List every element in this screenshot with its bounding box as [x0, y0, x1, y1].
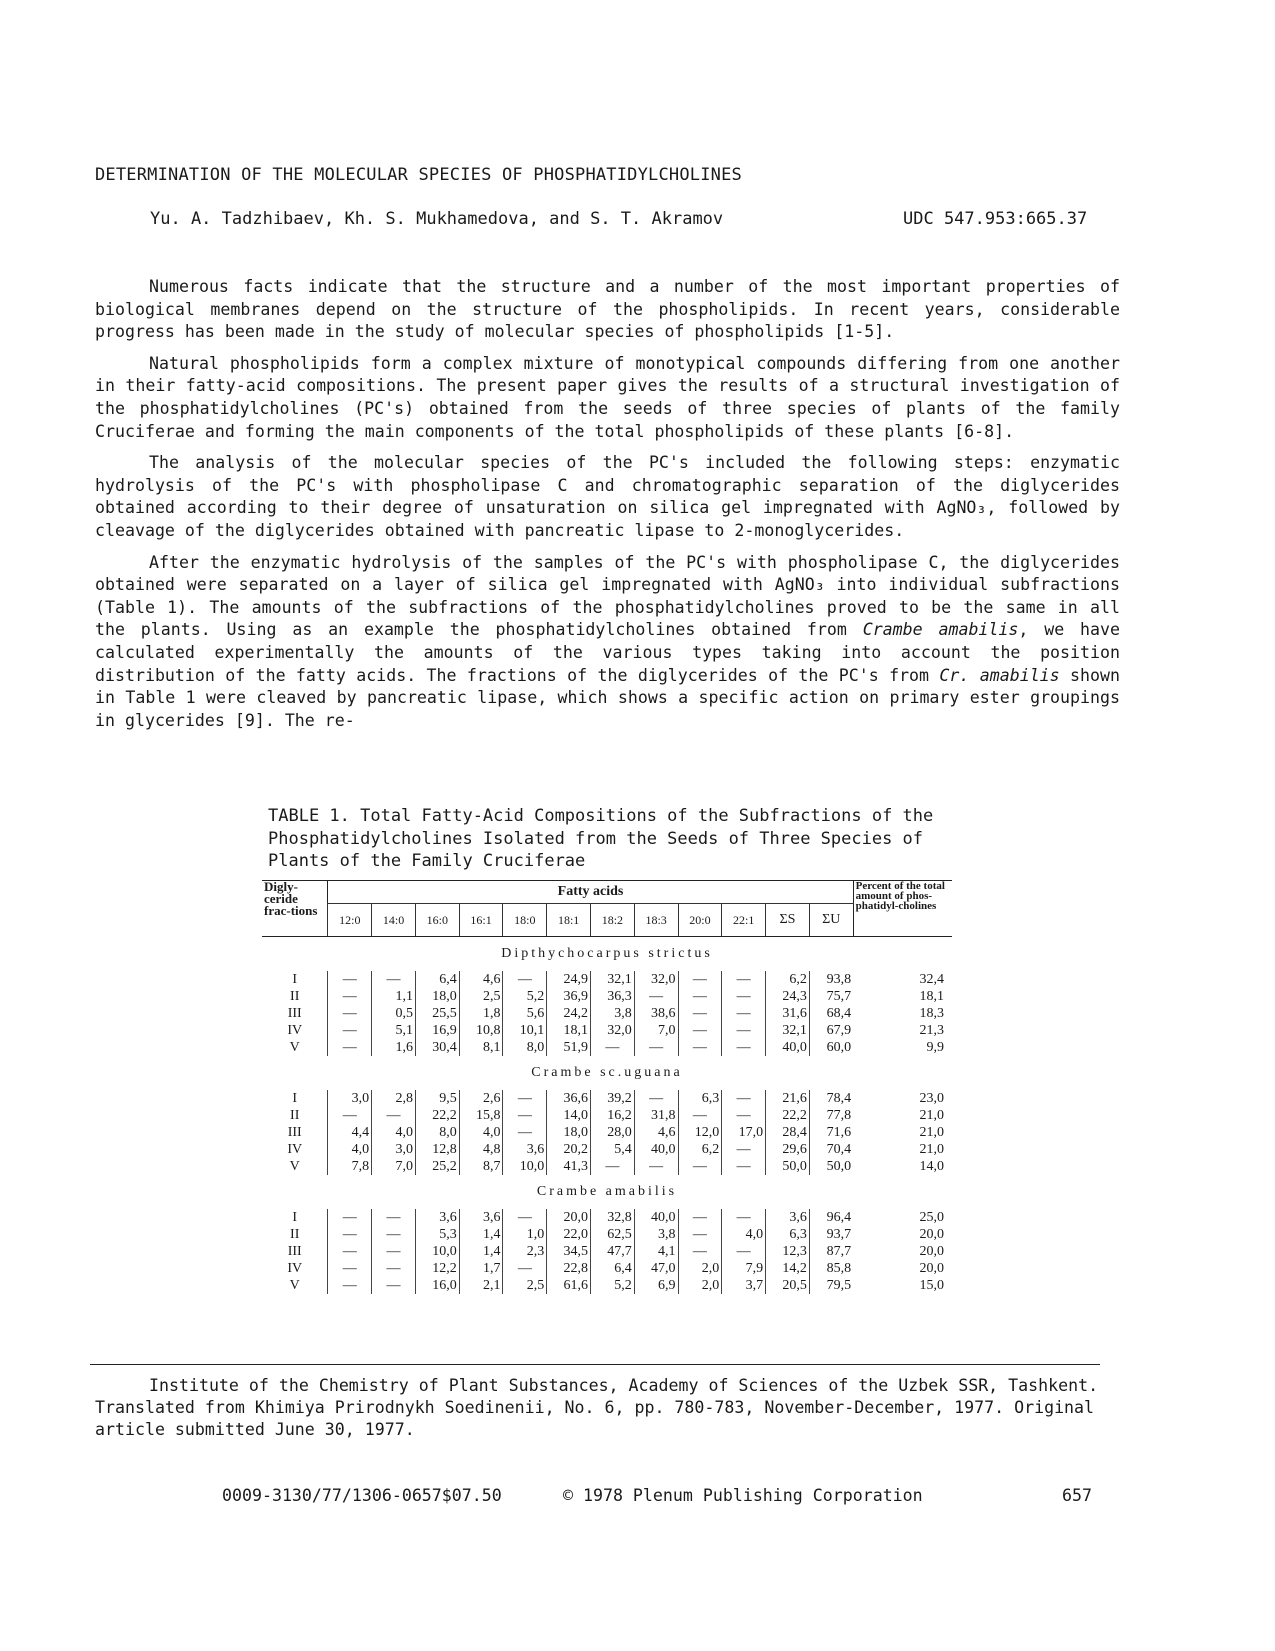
table-cell: 9,5	[415, 1090, 459, 1107]
table-cell: 2,5	[503, 1277, 547, 1294]
table-cell: 36,3	[591, 988, 635, 1005]
table-cell: 77,8	[809, 1107, 853, 1124]
table-cell: 40,0	[634, 1141, 678, 1158]
table-cell: —	[372, 1226, 416, 1243]
table-cell: —	[591, 1158, 635, 1175]
table-cell: —	[328, 1039, 372, 1056]
table-cell: 12,0	[678, 1124, 722, 1141]
table-cell: —	[678, 1022, 722, 1039]
fraction-label: V	[289, 1040, 300, 1055]
table-cell: 0,5	[372, 1005, 416, 1022]
table-cell: —	[503, 1209, 547, 1226]
acid-header-4: 18:0	[503, 904, 547, 937]
table-cell: 4,0	[722, 1226, 766, 1243]
authors: Yu. A. Tadzhibaev, Kh. S. Mukhamedova, and S. T. Akramov	[150, 209, 724, 229]
table-cell: 3,6	[503, 1141, 547, 1158]
table-cell: 3,6	[766, 1209, 810, 1226]
table-cell: —	[678, 1039, 722, 1056]
percent-cell: 21,0	[919, 1125, 944, 1140]
table-cell: 22,8	[547, 1260, 591, 1277]
table-cell: —	[328, 1022, 372, 1039]
table-cell: 12,8	[415, 1141, 459, 1158]
table-cell: 5,3	[415, 1226, 459, 1243]
table-cell: 12,3	[766, 1243, 810, 1260]
table-cell: 24,2	[547, 1005, 591, 1022]
acid-header-9: 22:1	[722, 904, 766, 937]
table-cell: 1,8	[459, 1005, 503, 1022]
table-cell: —	[328, 1243, 372, 1260]
table-row	[262, 1260, 952, 1277]
table-cell: 16,2	[591, 1107, 635, 1124]
table-cell: 20,2	[547, 1141, 591, 1158]
table-cell: 71,6	[809, 1124, 853, 1141]
table-cell: 2,5	[459, 988, 503, 1005]
percent-cell: 18,3	[919, 1006, 944, 1021]
species-name: Crambe amabilis	[536, 1184, 678, 1199]
table-cell: 3,6	[459, 1209, 503, 1226]
table-cell: 14,2	[766, 1260, 810, 1277]
table-cell: 70,4	[809, 1141, 853, 1158]
percent-cell: 23,0	[919, 1091, 944, 1106]
table-cell: 61,6	[547, 1277, 591, 1294]
table-cell: 3,6	[415, 1209, 459, 1226]
species-crambe-amabilis: Crambe amabilis	[862, 620, 1019, 640]
table-cell: —	[678, 1226, 722, 1243]
table-cell: —	[372, 1107, 416, 1124]
table-cell: —	[678, 1005, 722, 1022]
table-cell: 31,6	[766, 1005, 810, 1022]
table-cell: 10,1	[503, 1022, 547, 1039]
table-cell: 32,0	[591, 1022, 635, 1039]
table-row	[262, 1243, 952, 1260]
table-cell: 32,1	[766, 1022, 810, 1039]
table-cell: 15,8	[459, 1107, 503, 1124]
acid-header-5: 18:1	[547, 904, 591, 937]
table-cell: 30,4	[415, 1039, 459, 1056]
table-row	[262, 1158, 952, 1175]
acid-header-1: 14:0	[372, 904, 416, 937]
table-cell: 24,9	[547, 971, 591, 988]
table-cell: 62,5	[591, 1226, 635, 1243]
table-cell: —	[328, 1260, 372, 1277]
paragraph-1: Numerous facts indicate that the structure and a number of the most important properties of biological membranes depend on the structure of the phospholipids. In recent years, considerable progress has been made in the study of molecular species of phospholipids [1-5].	[95, 277, 1120, 342]
table-cell: 2,6	[459, 1090, 503, 1107]
percent-cell: 21,0	[919, 1108, 944, 1123]
table-row	[262, 971, 952, 988]
table-cell: —	[328, 988, 372, 1005]
table-cell: 79,5	[809, 1277, 853, 1294]
table-cell: 6,4	[591, 1260, 635, 1277]
table-cell: 3,0	[328, 1090, 372, 1107]
table-cell: 47,7	[591, 1243, 635, 1260]
table-cell: —	[372, 1243, 416, 1260]
table-cell: —	[678, 1209, 722, 1226]
table-cell: 4,0	[459, 1124, 503, 1141]
fraction-label: V	[289, 1278, 300, 1293]
table-cell: 4,1	[634, 1243, 678, 1260]
table-cell: 5,2	[591, 1277, 635, 1294]
table-cell: 8,0	[503, 1039, 547, 1056]
table-cell: 68,4	[809, 1005, 853, 1022]
table-cell: —	[678, 1158, 722, 1175]
table-cell: —	[722, 1209, 766, 1226]
acid-header-7: 18:3	[634, 904, 678, 937]
header-percent: Percent of the total amount of phos-phatidyl-cholines	[853, 881, 952, 937]
species-row	[262, 1056, 952, 1090]
table-cell: 39,2	[591, 1090, 635, 1107]
table-cell: —	[722, 1243, 766, 1260]
table-cell: 20,0	[547, 1209, 591, 1226]
table-cell: —	[591, 1039, 635, 1056]
page-number: 657	[1062, 1486, 1092, 1505]
table-cell: 4,8	[459, 1141, 503, 1158]
table-cell: 36,9	[547, 988, 591, 1005]
footnote-rule	[90, 1364, 1100, 1365]
table-cell: 22,0	[547, 1226, 591, 1243]
table-cell: —	[372, 1260, 416, 1277]
table-cell: 16,9	[415, 1022, 459, 1039]
table-cell: 1,7	[459, 1260, 503, 1277]
table-cell: 32,8	[591, 1209, 635, 1226]
table-cell: 8,7	[459, 1158, 503, 1175]
species-cr-amabilis: Cr. amabilis	[939, 665, 1060, 685]
table-cell: 22,2	[415, 1107, 459, 1124]
table-cell: 32,1	[591, 971, 635, 988]
acid-header-6: 18:2	[591, 904, 635, 937]
table-row	[262, 1209, 952, 1226]
paragraph-2: Natural phospholipids form a complex mixture of monotypical compounds differing from one another in their fatty-acid compositions. The present paper gives the results of a structural investigation of the phosphatidylcholines (PC's) obtained from the seeds of three species of plants of the family Cruciferae and forming the main components of the total phospholipids of these plants [6-8].	[95, 353, 1120, 441]
table-cell: —	[722, 1022, 766, 1039]
table-cell: 25,2	[415, 1158, 459, 1175]
table-row	[262, 1107, 952, 1124]
fatty-acid-table	[262, 880, 952, 1294]
table-cell: —	[678, 988, 722, 1005]
percent-cell: 20,0	[919, 1261, 944, 1276]
table-cell: 40,0	[634, 1209, 678, 1226]
acid-header-row	[262, 904, 952, 937]
table-cell: —	[634, 1039, 678, 1056]
table-cell: 67,9	[809, 1022, 853, 1039]
udc-code: UDC 547.953:665.37	[903, 209, 1088, 229]
table-row	[262, 1022, 952, 1039]
table-cell: 28,4	[766, 1124, 810, 1141]
species-name: Crambe sc.uguana	[531, 1065, 683, 1080]
table-cell: —	[328, 1107, 372, 1124]
table-caption: TABLE 1. Total Fatty-Acid Compositions of the Subfractions of the Phosphatidylcholines Isolated from the Seeds of Three Species of Plants of the Family Cruciferae	[268, 806, 934, 871]
table-cell: 7,0	[372, 1158, 416, 1175]
table-cell: 93,7	[809, 1226, 853, 1243]
body-text	[95, 276, 1120, 741]
table-cell: 6,3	[766, 1226, 810, 1243]
table-cell: 18,0	[415, 988, 459, 1005]
table-cell: 5,2	[503, 988, 547, 1005]
table-cell: 10,0	[415, 1243, 459, 1260]
table-cell: 6,4	[415, 971, 459, 988]
table-cell: 8,0	[415, 1124, 459, 1141]
table-cell: 25,5	[415, 1005, 459, 1022]
table-cell: —	[634, 1090, 678, 1107]
table-cell: —	[328, 1277, 372, 1294]
fraction-label: I	[292, 1210, 298, 1225]
fraction-label: IV	[287, 1023, 303, 1038]
fraction-label: III	[287, 1125, 302, 1140]
table-cell: 2,8	[372, 1090, 416, 1107]
table-cell: —	[372, 1277, 416, 1294]
table-cell: 7,8	[328, 1158, 372, 1175]
table-cell: 60,0	[809, 1039, 853, 1056]
table-cell: 4,0	[328, 1141, 372, 1158]
table-cell: —	[328, 1209, 372, 1226]
table-cell: —	[678, 971, 722, 988]
acid-header-0: 12:0	[328, 904, 372, 937]
table-cell: —	[372, 1209, 416, 1226]
table-cell: 2,0	[678, 1277, 722, 1294]
table-cell: —	[503, 1107, 547, 1124]
table-cell: 2,1	[459, 1277, 503, 1294]
table-row	[262, 1005, 952, 1022]
fraction-label: IV	[287, 1261, 303, 1276]
paragraph-4-part-e: shown in Table 1 were cleaved by pancreatic lipase, which shows a specific action on primary ester groupings in glycerides [9]. The re-	[95, 665, 1120, 730]
table-cell: 7,9	[722, 1260, 766, 1277]
table-cell: 2,3	[503, 1243, 547, 1260]
percent-cell: 14,0	[919, 1159, 944, 1174]
table-cell: 78,4	[809, 1090, 853, 1107]
table-cell: 36,6	[547, 1090, 591, 1107]
page-title: DETERMINATION OF THE MOLECULAR SPECIES OF PHOSPHATIDYLCHOLINES	[95, 165, 742, 185]
table-cell: 3,0	[372, 1141, 416, 1158]
table-cell: 1,1	[372, 988, 416, 1005]
table-cell: —	[328, 1005, 372, 1022]
table-cell: 22,2	[766, 1107, 810, 1124]
table-cell: 17,0	[722, 1124, 766, 1141]
table-cell: 18,1	[547, 1022, 591, 1039]
footnote	[95, 1375, 1105, 1441]
table-cell: 1,4	[459, 1226, 503, 1243]
table-cell: 20,5	[766, 1277, 810, 1294]
table-cell: 5,6	[503, 1005, 547, 1022]
table-cell: 28,0	[591, 1124, 635, 1141]
table-cell: 85,8	[809, 1260, 853, 1277]
paragraph-3: The analysis of the molecular species of the PC's included the following steps: enzymatic hydrolysis of the PC's with phospholipase C and chromatographic separation of the diglycerides obtained according to their degree of unsaturation on silica gel impregnated with AgNO₃, followed by cleavage of the diglycerides obtained with pancreatic lipase to 2-monoglycerides.	[95, 453, 1120, 540]
table-cell: 4,0	[372, 1124, 416, 1141]
table-cell: 21,6	[766, 1090, 810, 1107]
table-cell: 41,3	[547, 1158, 591, 1175]
table-cell: —	[678, 1243, 722, 1260]
fraction-label: IV	[287, 1142, 303, 1157]
table-cell: 12,2	[415, 1260, 459, 1277]
paragraph-4-part-c: , we have calculated experimentally the amounts of the various types taking into account the position distribution of the fatty acids. The fractions of the diglycerides of the PC's from	[95, 620, 1120, 685]
table-cell: 1,6	[372, 1039, 416, 1056]
table-body	[262, 937, 952, 1295]
table-cell: —	[372, 971, 416, 988]
fraction-label: II	[290, 989, 300, 1004]
table-cell: 5,4	[591, 1141, 635, 1158]
table-cell: 1,4	[459, 1243, 503, 1260]
table-cell: —	[722, 971, 766, 988]
table-cell: 3,8	[591, 1005, 635, 1022]
acid-header-8: 20:0	[678, 904, 722, 937]
table-cell: —	[722, 1005, 766, 1022]
table-cell: 4,4	[328, 1124, 372, 1141]
footnote-text: Institute of the Chemistry of Plant Substances, Academy of Sciences of the Uzbek SSR, Tashkent. Translated from Khimiya Prirodnykh Soedinenii, No. 6, pp. 780-783, November-December, 1977. Original article submitted June 30, 1977.	[95, 1376, 1099, 1439]
table-cell: 32,0	[634, 971, 678, 988]
percent-cell: 25,0	[919, 1210, 944, 1225]
fraction-label: II	[290, 1108, 300, 1123]
table-cell: —	[678, 1107, 722, 1124]
table-cell: 5,1	[372, 1022, 416, 1039]
table-row	[262, 988, 952, 1005]
table-cell: —	[722, 1090, 766, 1107]
percent-cell: 21,3	[919, 1023, 944, 1038]
table-cell: —	[503, 1124, 547, 1141]
fraction-label: II	[290, 1227, 300, 1242]
species-row	[262, 1175, 952, 1209]
table-row	[262, 1090, 952, 1107]
table-row	[262, 1277, 952, 1294]
table-cell: —	[722, 1141, 766, 1158]
table-cell: —	[328, 971, 372, 988]
table-cell: —	[503, 1260, 547, 1277]
table-cell: —	[722, 1107, 766, 1124]
percent-cell: 20,0	[919, 1244, 944, 1259]
table-cell: 47,0	[634, 1260, 678, 1277]
paragraph-4	[95, 552, 1120, 733]
acid-header-3: 16:1	[459, 904, 503, 937]
table-cell: 6,2	[678, 1141, 722, 1158]
issn-price: 0009-3130/77/1306-0657$07.50	[222, 1486, 502, 1505]
table-cell: 6,2	[766, 971, 810, 988]
table-row	[262, 1124, 952, 1141]
table-cell: 4,6	[634, 1124, 678, 1141]
table-cell: 50,0	[809, 1158, 853, 1175]
percent-cell: 32,4	[919, 972, 944, 987]
table-cell: 18,0	[547, 1124, 591, 1141]
fraction-label: I	[292, 1091, 298, 1106]
table-cell: —	[503, 1090, 547, 1107]
table-cell: —	[634, 1158, 678, 1175]
table-cell: 3,7	[722, 1277, 766, 1294]
percent-cell: 15,0	[919, 1278, 944, 1293]
paragraph-4-part-a: After the enzymatic hydrolysis of the samples of the PC's with phospholipase C, the diglycerides obtained were separated on a layer of silica gel impregnated with AgNO₃ into individual subfractions (Table 1). The amounts of the subfractions of the phosphatidylcholines proved to be the same in all the plants. Using as an example the phosphatidylcholines obtained from	[95, 552, 1120, 640]
table-cell: —	[328, 1226, 372, 1243]
table-row	[262, 1141, 952, 1158]
table-row	[262, 1226, 952, 1243]
table-cell: 51,9	[547, 1039, 591, 1056]
fraction-label: I	[292, 972, 298, 987]
table-cell: 24,3	[766, 988, 810, 1005]
fraction-label: V	[289, 1159, 300, 1174]
table-cell: 10,0	[503, 1158, 547, 1175]
percent-cell: 18,1	[919, 989, 944, 1004]
species-row	[262, 937, 952, 972]
table-cell: 7,0	[634, 1022, 678, 1039]
table-cell: 93,8	[809, 971, 853, 988]
percent-cell: 20,0	[919, 1227, 944, 1242]
table-cell: 2,0	[678, 1260, 722, 1277]
header-fatty-acids: Fatty acids	[328, 881, 853, 904]
fraction-label: III	[287, 1006, 302, 1021]
species-name: Dipthychocarpus strictus	[501, 946, 713, 961]
percent-cell: 9,9	[926, 1040, 944, 1055]
table-cell: 6,3	[678, 1090, 722, 1107]
table-cell: 40,0	[766, 1039, 810, 1056]
acid-header-10: ΣS	[766, 904, 810, 937]
table-cell: 1,0	[503, 1226, 547, 1243]
table-cell: —	[503, 971, 547, 988]
table-cell: 87,7	[809, 1243, 853, 1260]
table-cell: 16,0	[415, 1277, 459, 1294]
table-cell: 31,8	[634, 1107, 678, 1124]
table-cell: 50,0	[766, 1158, 810, 1175]
fraction-label: III	[287, 1244, 302, 1259]
table-cell: 8,1	[459, 1039, 503, 1056]
table-cell: 34,5	[547, 1243, 591, 1260]
acid-header-2: 16:0	[415, 904, 459, 937]
table-cell: —	[722, 1039, 766, 1056]
header-diglyceride-fractions: Digly-ceride frac-tions	[262, 881, 328, 937]
percent-cell: 21,0	[919, 1142, 944, 1157]
table-cell: —	[634, 988, 678, 1005]
copyright: © 1978 Plenum Publishing Corporation	[563, 1486, 923, 1505]
table-cell: 10,8	[459, 1022, 503, 1039]
table-cell: 6,9	[634, 1277, 678, 1294]
table-cell: 4,6	[459, 971, 503, 988]
table-row	[262, 1039, 952, 1056]
table-cell: 38,6	[634, 1005, 678, 1022]
table-cell: —	[722, 1158, 766, 1175]
table-cell: 29,6	[766, 1141, 810, 1158]
acid-header-11: ΣU	[809, 904, 853, 937]
table-cell: 75,7	[809, 988, 853, 1005]
table-cell: 3,8	[634, 1226, 678, 1243]
table-cell: 14,0	[547, 1107, 591, 1124]
table-cell: —	[722, 988, 766, 1005]
table-cell: 96,4	[809, 1209, 853, 1226]
